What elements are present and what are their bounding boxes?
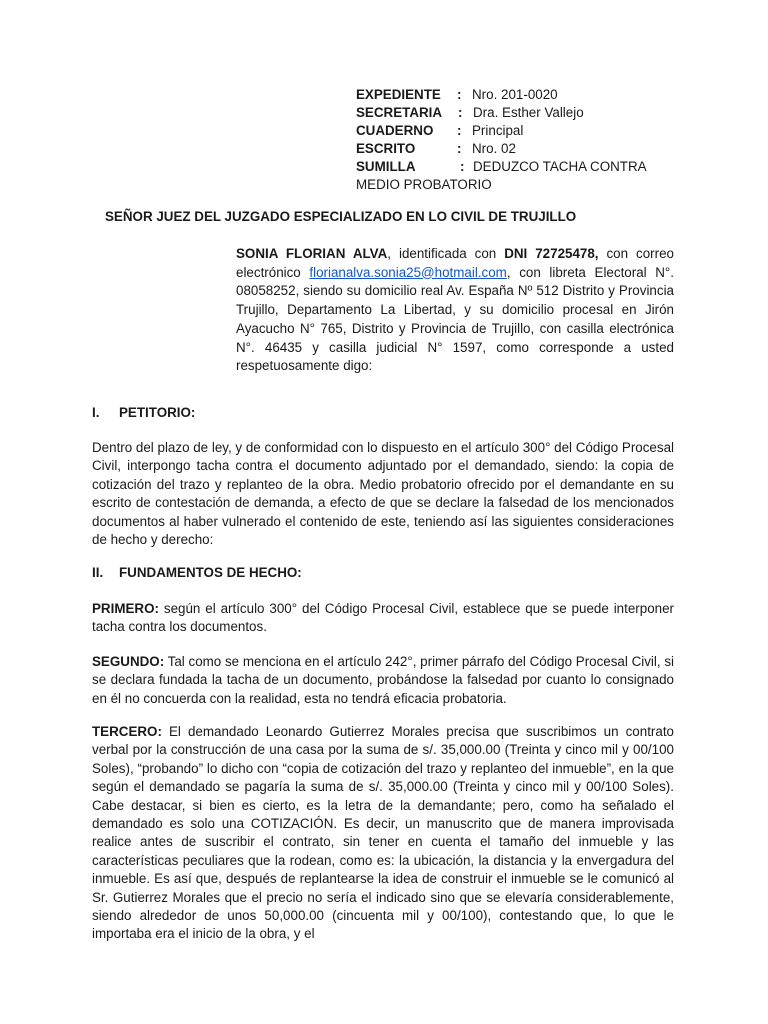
sumilla-value: DEDUZCO TACHA CONTRA xyxy=(473,159,647,174)
separator: : xyxy=(460,159,465,174)
cuaderno-value: Principal xyxy=(472,123,524,138)
paragraph-body: El demandado Leonardo Gutierrez Morales precisa que suscribimos un contrato verbal por la construcción de una casa por la suma de s/. 35,000.00 (Treinta y cinco mil y 00/100 Soles), “probando” lo dicho con “copia de cotización del trazo y replanteo del inmueble”, en la que según el demandado se pagaría la suma de s/. 35,000.00 (Treinta y cinco mil y 00/100 Soles). Cabe destacar, si bien es cierto, es la letra de la demandante; pero, como ha señalado el demandado es solo una COTIZACIÓN. Es decir, un manuscrito que de manera improvisada realice antes de suscribir el contrato, sin tener en cuenta el tamaño del inmueble y las características peculiares que la rodean, como es: la ubicación, la distancia y la envergadura del inmueble. Es así que, después de replantearse la idea de construir el inmueble se le comunicó al Sr. Gutierrez Morales que el precio no sería el indicado sino que se elevaría considerablemente, siendo alrededor de unos 50,000.00 (cincuenta mil y 00/100), contestando que, lo que le importaba era el inicio de la obra, y el xyxy=(92,724,674,942)
secretaria-value: Dra. Esther Vallejo xyxy=(473,105,584,120)
petitioner-name: SONIA FLORIAN ALVA xyxy=(236,246,388,261)
section-number: I. xyxy=(92,405,100,420)
cuaderno-label: CUADERNO xyxy=(356,123,434,138)
tercero-paragraph xyxy=(92,723,674,944)
expediente-row xyxy=(356,86,676,104)
intro-paragraph xyxy=(236,245,674,376)
separator: : xyxy=(458,105,463,120)
sumilla-row xyxy=(356,158,676,176)
intro-text: , con libreta Electoral N°. 08058252, siendo su domicilio real Av. España Nº 512 Distrito y Provincia Trujillo, Departamento La Libertad, y su domicilio procesal en Jirón Ayacucho N° 765, Distrito y Provincia de Trujillo, con casilla electrónica N°. 46435 y casilla judicial N° 1597, como corresponde a usted respetuosamente digo: xyxy=(236,264,674,374)
expediente-value: Nro. 201-0020 xyxy=(472,87,558,102)
escrito-value: Nro. 02 xyxy=(472,141,516,156)
separator: : xyxy=(457,141,462,156)
secretaria-label: SECRETARIA xyxy=(356,105,443,120)
expediente-label: EXPEDIENTE xyxy=(356,87,441,102)
case-header xyxy=(356,86,676,194)
primero-paragraph xyxy=(92,600,674,637)
section-title: FUNDAMENTOS DE HECHO: xyxy=(119,565,302,580)
section-number: II. xyxy=(92,565,104,580)
petitioner-dni: DNI 72725478, xyxy=(504,246,599,261)
escrito-label: ESCRITO xyxy=(356,141,416,156)
secretaria-row xyxy=(356,104,676,122)
separator: : xyxy=(457,123,462,138)
paragraph-label: TERCERO: xyxy=(92,724,162,739)
intro-text: con correo electrónico xyxy=(236,246,674,280)
sumilla-label: SUMILLA xyxy=(356,159,416,174)
petitorio-paragraph: Dentro del plazo de ley, y de conformidad con lo dispuesto en el artículo 300° del Código Procesal Civil, interpongo tacha contra el documento adjuntado por el demandado, siendo: la copia de cotización del trazo y replanteo de la obra. Medio probatorio ofrecido por el demandante en su escrito de contestación de demanda, a efecto de que se declare la falsedad de los mencionados documentos al haber vulnerado el contenido de este, teniendo así las siguientes consideraciones de hecho y derecho: xyxy=(92,440,674,548)
salutation: SEÑOR JUEZ DEL JUZGADO ESPECIALIZADO EN LO CIVIL DE TRUJILLO xyxy=(105,209,577,224)
paragraph-body: Tal como se menciona en el artículo 242°, primer párrafo del Código Procesal Civil, si se declara fundada la tacha de un documento, probándose la falsedad por cuanto lo consignado en él no concuerda con la realidad, esta no tendrá eficacia probatoria. xyxy=(92,654,674,706)
section-heading-fundamentos xyxy=(92,565,302,580)
segundo-paragraph xyxy=(92,653,674,708)
section-title: PETITORIO: xyxy=(119,405,196,420)
paragraph-label: SEGUNDO: xyxy=(92,654,165,669)
email-link[interactable]: florianalva.sonia25@hotmail.com xyxy=(309,264,507,280)
separator: : xyxy=(457,87,462,102)
paragraph-label: PRIMERO: xyxy=(92,601,159,616)
intro-text: , identificada con xyxy=(387,246,505,261)
cuaderno-row xyxy=(356,122,676,140)
sumilla-value-continued: MEDIO PROBATORIO xyxy=(356,177,492,192)
paragraph-body: según el artículo 300° del Código Procesal Civil, establece que se puede interponer tacha contra los documentos. xyxy=(92,601,674,635)
sumilla-row-2 xyxy=(356,176,676,194)
section-heading-petitorio xyxy=(92,405,195,420)
escrito-row xyxy=(356,140,676,158)
